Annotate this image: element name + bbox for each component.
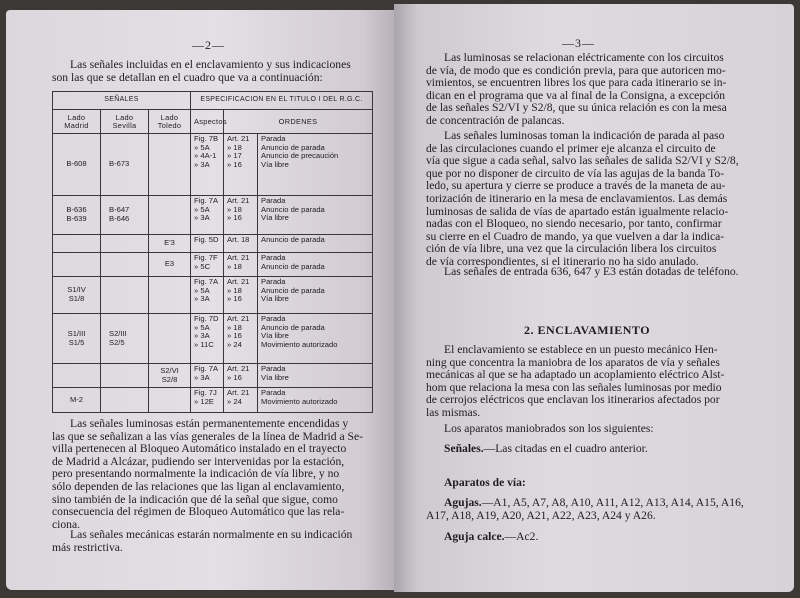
- cell-text: » 18: [227, 261, 242, 271]
- cell-text: B-636: [66, 205, 87, 215]
- agujas-text: —A1, A5, A7, A8, A10, A11, A12, A13, A14, A15, A16,: [481, 496, 744, 509]
- cell-madrid: [53, 253, 101, 277]
- text-line: de cerrojos eléctricos que enclavan los itinerarios afectados por: [426, 393, 720, 407]
- mecanicas-paragraph: [52, 529, 374, 554]
- cell-toledo: [149, 388, 191, 413]
- text-line: consecuencia del régimen de Bloqueo Automático que las rela-: [52, 505, 345, 519]
- cell-text: Art. 21: [227, 253, 250, 262]
- cell-text: » 4A-1: [194, 151, 217, 161]
- cell-text: M-2: [69, 394, 84, 404]
- text-line: Las señales mecánicas estarán normalmente en su indicación: [70, 528, 353, 541]
- table-row: [53, 277, 373, 314]
- signals-table: [52, 91, 373, 413]
- page-number-right: —3—: [562, 36, 595, 50]
- cell-text: Vía libre: [261, 159, 289, 169]
- text-line: vimientos, se encuentren libres los que para cada itinerario se in-: [426, 76, 727, 90]
- cell-ordenes: [258, 388, 373, 413]
- aparatos-paragraph: [426, 423, 776, 436]
- cell-aspectos: [191, 253, 224, 277]
- parada-paragraph: [426, 130, 776, 269]
- text-line: luminosas de salida de vías de apartado están igualmente relacio-: [426, 204, 729, 218]
- col-madrid: Lado Madrid: [53, 110, 101, 134]
- cell-text: Art. 21: [227, 388, 250, 397]
- circuitos-paragraph: [426, 52, 776, 128]
- intro-paragraph: [52, 59, 374, 84]
- text-line: de vía correspondientes, si el itinerario no ha sido anulado.: [426, 254, 699, 268]
- cell-sevilla: [101, 235, 149, 253]
- cell-text: » 17: [227, 151, 242, 161]
- text-line: ciona.: [52, 517, 81, 531]
- cell-text: S1/III: [67, 328, 86, 338]
- text-line: las que se señalizan a las vías generales de la línea de Madrid a Se-: [52, 429, 363, 443]
- signal-rows: [53, 134, 373, 413]
- cell-text: Art. 21: [227, 314, 250, 323]
- cell-text: Fig. 7J: [194, 388, 217, 397]
- page-number-left: —2—: [192, 38, 225, 52]
- text-line: de las señales S2/VI y S2/8, que su única relación es con la mesa: [426, 101, 727, 115]
- cell-text: » 5A: [194, 285, 210, 295]
- cell-text: Art. 21: [227, 196, 250, 205]
- senales-label: Señales.: [444, 442, 484, 455]
- cell-toledo: [149, 196, 191, 235]
- senales-text: —Las citadas en el cuadro anterior.: [483, 442, 648, 455]
- text-line: Las señales incluidas en el enclavamiento y sus indicaciones: [70, 58, 351, 71]
- cell-text: Anuncio de parada: [261, 204, 325, 214]
- table-row: [53, 235, 373, 253]
- aguja-calce-label: Aguja calce.: [444, 530, 505, 543]
- aguja-calce-paragraph: [426, 531, 776, 544]
- cell-ordenes: [258, 314, 373, 364]
- cell-articulo: [224, 235, 258, 253]
- cell-text: Fig. 7A: [194, 364, 219, 373]
- cell-madrid: [53, 388, 101, 413]
- aguja-calce-text: —Ac2.: [504, 530, 539, 543]
- table-row: [53, 196, 373, 235]
- cell-text: » 16: [227, 331, 242, 341]
- table-row: [53, 134, 373, 196]
- cell-text: » 5C: [194, 261, 211, 271]
- cell-text: Vía libre: [261, 372, 289, 382]
- cell-madrid: [53, 364, 101, 388]
- cell-text: B-646: [109, 214, 130, 223]
- cell-text: Fig. 7A: [194, 196, 219, 205]
- cell-aspectos: [191, 277, 224, 314]
- text-line: nadas con el Bloqueo, no siendo necesario, por tanto, confirmar: [426, 217, 722, 231]
- text-line: de las circulaciones cuando el primer eje alcanza el circuito de: [426, 141, 716, 155]
- senales-paragraph: [426, 443, 776, 456]
- cell-text: » 18: [227, 204, 242, 214]
- cell-text: E3: [164, 259, 175, 269]
- cell-text: Parada: [261, 134, 286, 143]
- cell-text: » 3A: [194, 372, 210, 382]
- cell-madrid: [53, 314, 101, 364]
- text-line: villa pertenecen al Bloqueo Automático instalado en el trayecto: [52, 442, 347, 456]
- cell-text: Fig. 7A: [194, 277, 219, 286]
- cell-toledo: [149, 364, 191, 388]
- cell-text: Anuncio de parada: [261, 285, 325, 295]
- cell-text: S2/8: [161, 374, 178, 384]
- cell-text: » 16: [227, 159, 242, 169]
- cell-ordenes: [258, 277, 373, 314]
- text-line: Las señales luminosas están permanentemente encendidas y: [70, 417, 349, 430]
- text-line: pero presentando normalmente la indicación de vía libre, y no: [52, 467, 340, 481]
- cell-articulo: [224, 196, 258, 235]
- text-line: más restrictiva.: [52, 540, 123, 554]
- cell-text: » 18: [227, 285, 242, 295]
- cell-text: » 5A: [194, 322, 210, 332]
- section-title: 2. ENCLAVAMIENTO: [524, 323, 651, 337]
- cell-articulo: [224, 277, 258, 314]
- luminosas-paragraph: [52, 418, 374, 531]
- cell-text: B-673: [109, 159, 130, 169]
- cell-text: Art. 18: [227, 235, 250, 244]
- cell-madrid: [53, 196, 101, 235]
- cell-ordenes: [258, 196, 373, 235]
- col-sevilla: Lado Sevilla: [101, 110, 149, 134]
- cell-toledo: [149, 253, 191, 277]
- cell-ordenes: [258, 134, 373, 196]
- cell-madrid: [53, 277, 101, 314]
- cell-text: » 12E: [194, 396, 214, 406]
- cell-text: Anuncio de parada: [261, 322, 325, 332]
- cell-text: S2/III: [109, 328, 127, 338]
- cell-text: B-608: [66, 159, 87, 169]
- cell-text: Movimiento autorizado: [261, 396, 338, 406]
- header-spec: ESPECIFICACION EN EL TITULO I DEL R.G.C.: [191, 92, 373, 110]
- right-page: [394, 4, 794, 592]
- cell-ordenes: [258, 253, 373, 277]
- cell-text: » 3A: [194, 213, 210, 223]
- cell-text: E'3: [164, 238, 175, 248]
- cell-madrid: [53, 134, 101, 196]
- cell-ordenes: [258, 364, 373, 388]
- cell-text: Art. 21: [227, 134, 250, 143]
- aparatos-via-label: Aparatos de vía:: [444, 476, 526, 489]
- cell-sevilla: [101, 196, 149, 235]
- cell-text: S2/VI: [160, 365, 179, 375]
- cell-articulo: [224, 314, 258, 364]
- cell-articulo: [224, 388, 258, 413]
- cell-text: » 5A: [194, 142, 210, 152]
- text-line: vía que sigue a cada señal, salvo las señales de salida S2/VI y S2/8,: [426, 154, 739, 168]
- cell-text: Vía libre: [261, 294, 289, 304]
- cell-text: Fig. 7F: [194, 253, 218, 262]
- cell-text: Parada: [261, 364, 286, 373]
- text-line: Los aparatos maniobrados son los siguientes:: [444, 422, 654, 435]
- cell-text: Anuncio de parada: [261, 235, 325, 244]
- cell-text: » 24: [227, 339, 242, 349]
- cell-text: Fig. 7B: [194, 134, 219, 143]
- text-line: de vía, de modo que es condición previa, para que autoricen mo-: [426, 63, 726, 77]
- cell-articulo: [224, 253, 258, 277]
- col-aspectos: Aspectos: [191, 110, 224, 134]
- cell-text: » 11C: [194, 339, 214, 349]
- text-line: ning que concentra la maniobra de los aparatos de vía y señales: [426, 355, 720, 369]
- cell-text: S1/IV: [67, 285, 86, 295]
- cell-text: Anuncio de precaución: [261, 151, 339, 161]
- cell-text: Art. 21: [227, 277, 250, 286]
- cell-text: » 16: [227, 213, 242, 223]
- cell-articulo: [224, 364, 258, 388]
- cell-sevilla: [101, 253, 149, 277]
- text-line: sólo dependen de las relaciones que las ligan al enclavamiento,: [52, 479, 345, 493]
- text-line: su cierre en el Cuadro de mando, ya que vuelven a dar la indica-: [426, 229, 725, 243]
- cell-sevilla: [101, 134, 149, 196]
- left-page: [6, 10, 394, 590]
- text-line: Las señales de entrada 636, 647 y E3 están dotadas de teléfono.: [444, 265, 739, 278]
- cell-aspectos: [191, 388, 224, 413]
- text-line: ción de vía libre, una vez que la circulación libera los circuitos: [426, 242, 717, 256]
- cell-text: » 3A: [194, 159, 210, 169]
- telefono-paragraph: [426, 266, 776, 279]
- col-toledo: Lado Toledo: [149, 110, 191, 134]
- cell-text: » 24: [227, 396, 242, 406]
- cell-text: » 3A: [194, 331, 210, 341]
- text-line: las mismas.: [426, 405, 481, 419]
- cell-sevilla: [101, 364, 149, 388]
- cell-aspectos: [191, 235, 224, 253]
- cell-sevilla: [101, 277, 149, 314]
- cell-text: Vía libre: [261, 331, 289, 341]
- agujas-paragraph: [426, 497, 776, 522]
- table-row: [53, 253, 373, 277]
- cell-text: B-647: [109, 205, 130, 215]
- text-line: El enclavamiento se establece en un puesto mecánico Hen-: [444, 343, 718, 356]
- table-row: [53, 364, 373, 388]
- text-line: de concentración de palancas.: [426, 113, 565, 127]
- cell-toledo: [149, 314, 191, 364]
- table-row: [53, 314, 373, 364]
- cell-text: Vía libre: [261, 213, 289, 223]
- cell-aspectos: [191, 196, 224, 235]
- cell-text: Parada: [261, 196, 286, 205]
- cell-aspectos: [191, 364, 224, 388]
- text-line: Las luminosas se relacionan eléctricamente con los circuitos: [444, 51, 724, 64]
- cell-sevilla: [101, 388, 149, 413]
- cell-aspectos: [191, 134, 224, 196]
- cell-text: Parada: [261, 253, 286, 262]
- text-line: de Madrid a Alcázar, pudiendo ser intervenidas por la estación,: [52, 454, 345, 468]
- text-line: ledo, su apertura y cierre se produce a través de la maneta de au-: [426, 179, 726, 193]
- cell-text: S2/5: [109, 337, 125, 347]
- text-line: hom que relaciona la mesa con las señales luminosas por medio: [426, 380, 722, 394]
- header-signals: SEÑALES: [53, 92, 191, 110]
- cell-articulo: [224, 134, 258, 196]
- cell-aspectos: [191, 314, 224, 364]
- cell-text: » 18: [227, 142, 242, 152]
- cell-text: S1/8: [68, 294, 85, 303]
- cell-text: Parada: [261, 277, 286, 286]
- text-line: torización de itinerario en la mesa de enclavamientos. Las demás: [426, 191, 728, 205]
- cell-text: » 16: [227, 294, 242, 304]
- cell-text: Anuncio de parada: [261, 261, 325, 271]
- cell-text: Fig. 5D: [194, 235, 219, 244]
- enclavamiento-paragraph: [426, 344, 776, 420]
- cell-text: » 16: [227, 372, 242, 382]
- table-row: [53, 388, 373, 413]
- cell-text: B-639: [66, 214, 87, 223]
- cell-sevilla: [101, 314, 149, 364]
- col-ordenes: ORDENES: [224, 110, 373, 134]
- aparatos-via-heading: [426, 477, 776, 490]
- text-line: sino también de la indicación que dé la señal que sigue, como: [52, 492, 338, 506]
- cell-madrid: [53, 235, 101, 253]
- cell-text: » 3A: [194, 294, 210, 304]
- cell-text: » 18: [227, 322, 242, 332]
- cell-ordenes: [258, 235, 373, 253]
- cell-text: Art. 21: [227, 364, 250, 373]
- text-line: A17, A18, A19, A20, A21, A22, A23, A24 y A26.: [426, 508, 656, 522]
- text-line: son las que se detallan en el cuadro que va a continuación:: [52, 70, 323, 84]
- cell-toledo: [149, 277, 191, 314]
- text-line: Las señales luminosas toman la indicación de parada al paso: [444, 129, 725, 142]
- text-line: que por no disponer de circuito de vía las agujas de la banda To-: [426, 166, 725, 180]
- text-line: dican en el programa que va al final de la Consigna, a excepción: [426, 88, 726, 102]
- cell-text: Anuncio de parada: [261, 142, 325, 152]
- agujas-label: Agujas.: [444, 496, 482, 509]
- cell-text: Parada: [261, 388, 286, 397]
- cell-text: Parada: [261, 314, 286, 323]
- text-line: mecánicas al que se ha adaptado un acoplamiento eléctrico Alst-: [426, 368, 725, 382]
- cell-text: S1/5: [68, 337, 85, 347]
- cell-text: » 5A: [194, 204, 210, 214]
- cell-text: Fig. 7D: [194, 314, 219, 323]
- cell-toledo: [149, 235, 191, 253]
- cell-text: Movimiento autorizado: [261, 339, 338, 349]
- cell-toledo: [149, 134, 191, 196]
